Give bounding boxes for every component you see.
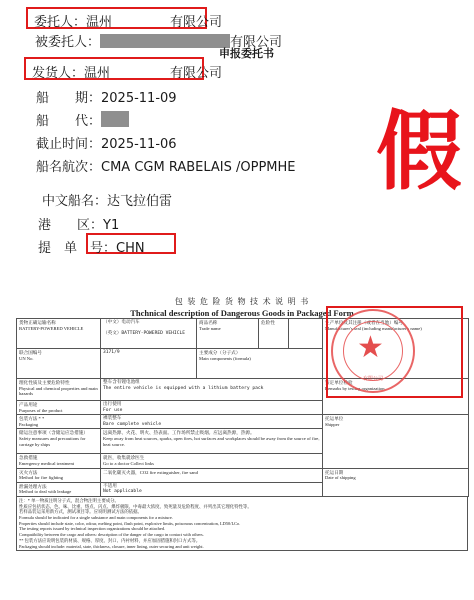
- r4-value: 出行使用 For use: [101, 401, 323, 415]
- cutoff-line: [36, 133, 177, 152]
- r2-label: 联合国编号 UN No.: [17, 349, 101, 379]
- doc-title: 申报委托书: [219, 47, 274, 60]
- bl-line: [38, 237, 145, 256]
- r3-value: 整车含有锂电池组 The entire vehicle is equipped with a lithium battery pack: [101, 379, 323, 401]
- r4-label: 产品用途 Purposes of the product: [17, 401, 101, 415]
- shipper-city: 温州: [84, 66, 111, 81]
- port-line: [38, 214, 119, 233]
- shipper-suffix: 有限公司: [170, 66, 223, 81]
- vessel-date-line: [36, 87, 177, 106]
- r8-right: 托运日期 Date of shipping: [323, 468, 469, 496]
- note-7: Compatibility between the cargo and others: description of the danger of the cargo in contact with others.: [19, 532, 204, 538]
- r9-value: 不适用 Not applicable: [101, 482, 323, 496]
- r3-label: 理化性质及主要危险特性 Physical and chemical properties and main hazards: [17, 379, 101, 401]
- r2-value: 3171/9: [101, 349, 197, 379]
- agent-suffix: 有限公司: [230, 35, 283, 50]
- note-4: Formula should be indicated for a single substance and main components for a mixture.: [19, 515, 173, 521]
- cutoff-label: 截止时间：: [36, 137, 102, 152]
- voyage-label: 船名航次：: [36, 160, 102, 175]
- note-3: 若样品装运采用新方式，测试项目等。应说明测试方法的依据。: [19, 509, 142, 515]
- r2-main: [197, 349, 323, 379]
- fake-mark: 假: [376, 101, 462, 202]
- r1-en: （英文）BATTERY-POWERED VEHICLE: [103, 330, 185, 336]
- bl-value: CHN: [116, 241, 145, 256]
- shipper-label: 发货人：: [32, 66, 85, 81]
- agent-label: 被委托人：: [35, 35, 101, 50]
- shipper-line: [32, 62, 222, 81]
- r8-label: 灭火方法 Method for fire fighting: [17, 468, 101, 482]
- r7-value: 就医，收集就诊医生 Go to a doctor Collect links: [101, 454, 323, 468]
- r6-right: 托运单位 Shipper: [323, 415, 469, 468]
- note-5: Properties should include state, color, odour, melting point, flash point, explosive limits, poisonous concentration, LD50/LCo.: [19, 520, 241, 526]
- seal-star-icon: ★: [357, 330, 384, 365]
- vessel-date-label: 船 期：: [36, 91, 102, 106]
- agent-redaction: [100, 34, 230, 48]
- form-title-cn: 包 装 危 险 货 物 技 术 说 明 书: [174, 297, 310, 306]
- r2-main-cn: 主要成分（分子式）: [199, 350, 241, 355]
- consignor-label: 委托人：: [34, 15, 87, 30]
- r1-label: 货物正确运输名称 BATTERY-POWERED VEHICLE: [17, 319, 101, 349]
- r6-label: 储运注意事项（含储运应急措施） Safety measures and precautions for carriage by ships: [17, 429, 101, 454]
- seal-text: 有限公司: [362, 376, 383, 382]
- cn-vessel-name-line: [42, 190, 172, 209]
- form-notes: [16, 497, 468, 551]
- bl-label: 提 单 号：: [38, 241, 117, 256]
- r1-maker: 生产单位及其注册（或者在当地）编号 Manufacturer's seal (including manufacturer's name): [323, 319, 469, 379]
- r6-value: 远离热源、火花、明火、热表面。工作场所禁止吸烟。应远离热源，热源。 Keep away from heat sources, sparks, open fires, hot surfaces and workplaces should be away from the source of fire, heat source.: [101, 429, 323, 454]
- r1-trade: [197, 319, 259, 349]
- note-1: 注：* 单一物质注明分子式，混合物注明主要成分。: [19, 497, 119, 503]
- port-label: 港 区：: [38, 218, 104, 233]
- note-2: 性质应包括状态、色、味、比重、熔点、闪点、爆炸极限、中毒最大浓度、致死量及危险程度、并列出其它理化特性等。: [19, 503, 252, 509]
- company-seal-stamp: [331, 309, 415, 393]
- note-9: Packaging should include: material, state, thickness, closure, inner lining, outer securing and unit weight.: [19, 543, 204, 549]
- r5-value: 裸装整车 Bare complete vehicle: [101, 415, 323, 429]
- note-8: ** 包装方法应说明包装的材质、规格、厚度、封口、内衬材料，并应加固措施和封口方式等。: [19, 537, 201, 543]
- r1-names: [101, 319, 197, 349]
- r1-trade-cn: 商品名称: [199, 320, 218, 325]
- r5-label: 包装方法 * * Packaging: [17, 415, 101, 429]
- r3-right: 鉴定单位检验 Remarks by testing organization: [323, 379, 469, 415]
- voyage-value: CMA CGM RABELAIS /OPPMHE: [101, 160, 296, 175]
- shipping-agent-label: 船 代：: [36, 114, 102, 129]
- r1-risk: 危险性: [259, 319, 289, 349]
- consignor-suffix: 有限公司: [170, 15, 223, 30]
- port-value: Y1: [103, 218, 120, 233]
- shipping-agent-redaction: [101, 111, 129, 127]
- r1-cn: （中文）电动汽车: [103, 320, 140, 325]
- vessel-date-value: 2025-11-09: [101, 91, 177, 106]
- note-6: The testing reports issued by technical inspection organizations should be attached.: [19, 526, 166, 532]
- form-title-en: Thchnical description of Dangerous Goods in Packaged Form: [130, 308, 354, 318]
- voyage-line: [36, 156, 296, 175]
- consignor-city: 温州: [86, 15, 113, 30]
- r8-value: 二氧化碳灭火器，CO2 fire extinguisher, fire sand: [101, 468, 323, 482]
- r1-blank: [289, 319, 323, 349]
- cn-vessel-name-label: 中文船名：: [42, 194, 108, 209]
- consignor-line: [34, 11, 222, 30]
- cutoff-value: 2025-11-06: [101, 137, 177, 152]
- r9-label: 泄漏处理方法 Method to deal with leakage: [17, 482, 101, 496]
- shipping-agent-line: [36, 110, 129, 129]
- r2-main-en: Main components (formula): [199, 355, 251, 361]
- r1-trade-en: Trade name: [199, 325, 221, 331]
- r7-label: 急救措施 Emergency medical treatment: [17, 454, 101, 468]
- cn-vessel-name-value: 达飞拉伯雷: [107, 194, 173, 209]
